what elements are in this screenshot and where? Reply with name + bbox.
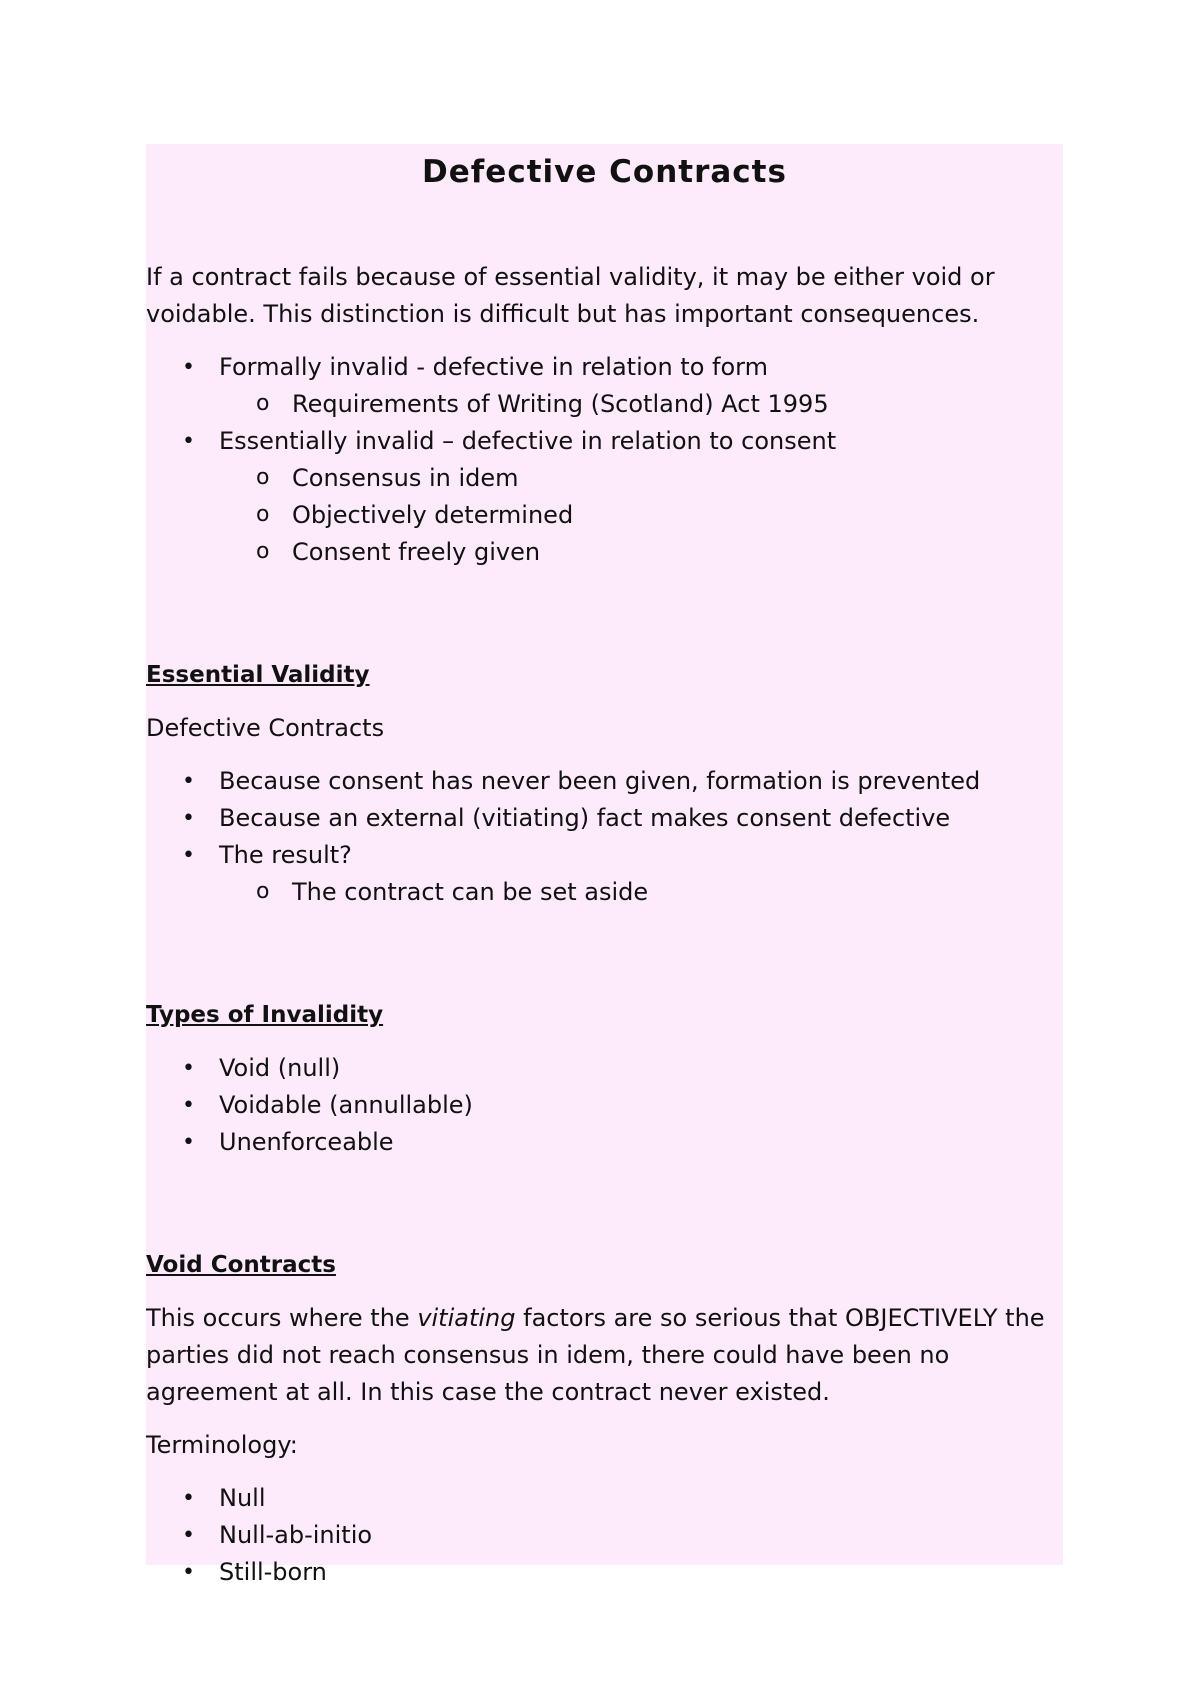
bullet-icon: • [182,1560,195,1585]
list-item [146,837,1063,911]
sub-bullet-icon: o [256,879,270,904]
list-item-text: Unenforceable [219,1128,394,1156]
list-item [146,763,1063,800]
list-item [146,423,1063,571]
section-heading-types-of-invalidity: Types of Invalidity [146,1002,384,1028]
validity-list [146,349,1063,571]
sub-list-item [219,534,1063,571]
list-item-text: Still-born [219,1558,327,1586]
section-heading-essential-validity: Essential Validity [146,662,370,688]
list-item-text: Essentially invalid – defective in relation to consent [219,427,837,455]
sub-list-item-text: Objectively determined [292,501,574,529]
bullet-icon: • [182,429,195,454]
sub-list-item [219,460,1063,497]
list-item [146,1554,1063,1591]
bullet-icon: • [182,769,195,794]
bullet-icon: • [182,1056,195,1081]
list-item [146,800,1063,837]
bullet-icon: • [182,1486,195,1511]
void-contracts-paragraph [146,1300,1063,1411]
section-subheading: Defective Contracts [146,714,385,742]
list-item-text: Null-ab-initio [219,1521,373,1549]
bullet-icon: • [182,1523,195,1548]
sub-list-item [219,386,1063,423]
intro-paragraph: If a contract fails because of essential validity, it may be either void or voidable. This distinction is difficult but has important consequences. [146,263,995,328]
document-title: Defective Contracts [422,154,787,190]
section-heading-void-contracts: Void Contracts [146,1252,336,1278]
sub-bullet-icon: o [256,539,270,564]
bullet-icon: • [182,843,195,868]
sub-list [219,874,1063,911]
list-item-text: Void (null) [219,1054,341,1082]
sub-list [219,460,1063,571]
list-item [146,1050,1063,1087]
sub-list-item [219,874,1063,911]
sub-list-item-text: Consensus in idem [292,464,519,492]
list-item [146,1517,1063,1554]
sub-bullet-icon: o [256,391,270,416]
terminology-label: Terminology: [146,1431,298,1459]
list-item-text: Because consent has never been given, formation is prevented [219,767,981,795]
paragraph-text: factors are so serious that OBJECTIVELY the parties did not reach consensus in idem, there could have been no agreement at all. In this case the contract never existed. [146,1304,1045,1406]
list-item-text: Formally invalid - defective in relation to form [219,353,768,381]
list-item-text: Because an external (vitiating) fact makes consent defective [219,804,951,832]
sub-list-item-text: The contract can be set aside [292,878,649,906]
terminology-list [146,1480,1063,1591]
types-of-invalidity-list [146,1050,1063,1161]
bullet-icon: • [182,1093,195,1118]
list-item [146,1480,1063,1517]
list-item-text: Null [219,1484,266,1512]
list-item-text: The result? [219,841,352,869]
paragraph-text: This occurs where the [146,1304,418,1332]
sub-list-item [219,497,1063,534]
sub-list-item-text: Consent freely given [292,538,541,566]
list-item-text: Voidable (annullable) [219,1091,473,1119]
list-item [146,1087,1063,1124]
emphasis-text: vitiating [417,1304,516,1332]
sub-list [219,386,1063,423]
list-item [146,349,1063,423]
list-item [146,1124,1063,1161]
sub-bullet-icon: o [256,502,270,527]
essential-validity-list [146,763,1063,911]
sub-list-item-text: Requirements of Writing (Scotland) Act 1995 [292,390,829,418]
bullet-icon: • [182,355,195,380]
bullet-icon: • [182,806,195,831]
document-content [146,144,1063,1591]
sub-bullet-icon: o [256,465,270,490]
bullet-icon: • [182,1130,195,1155]
